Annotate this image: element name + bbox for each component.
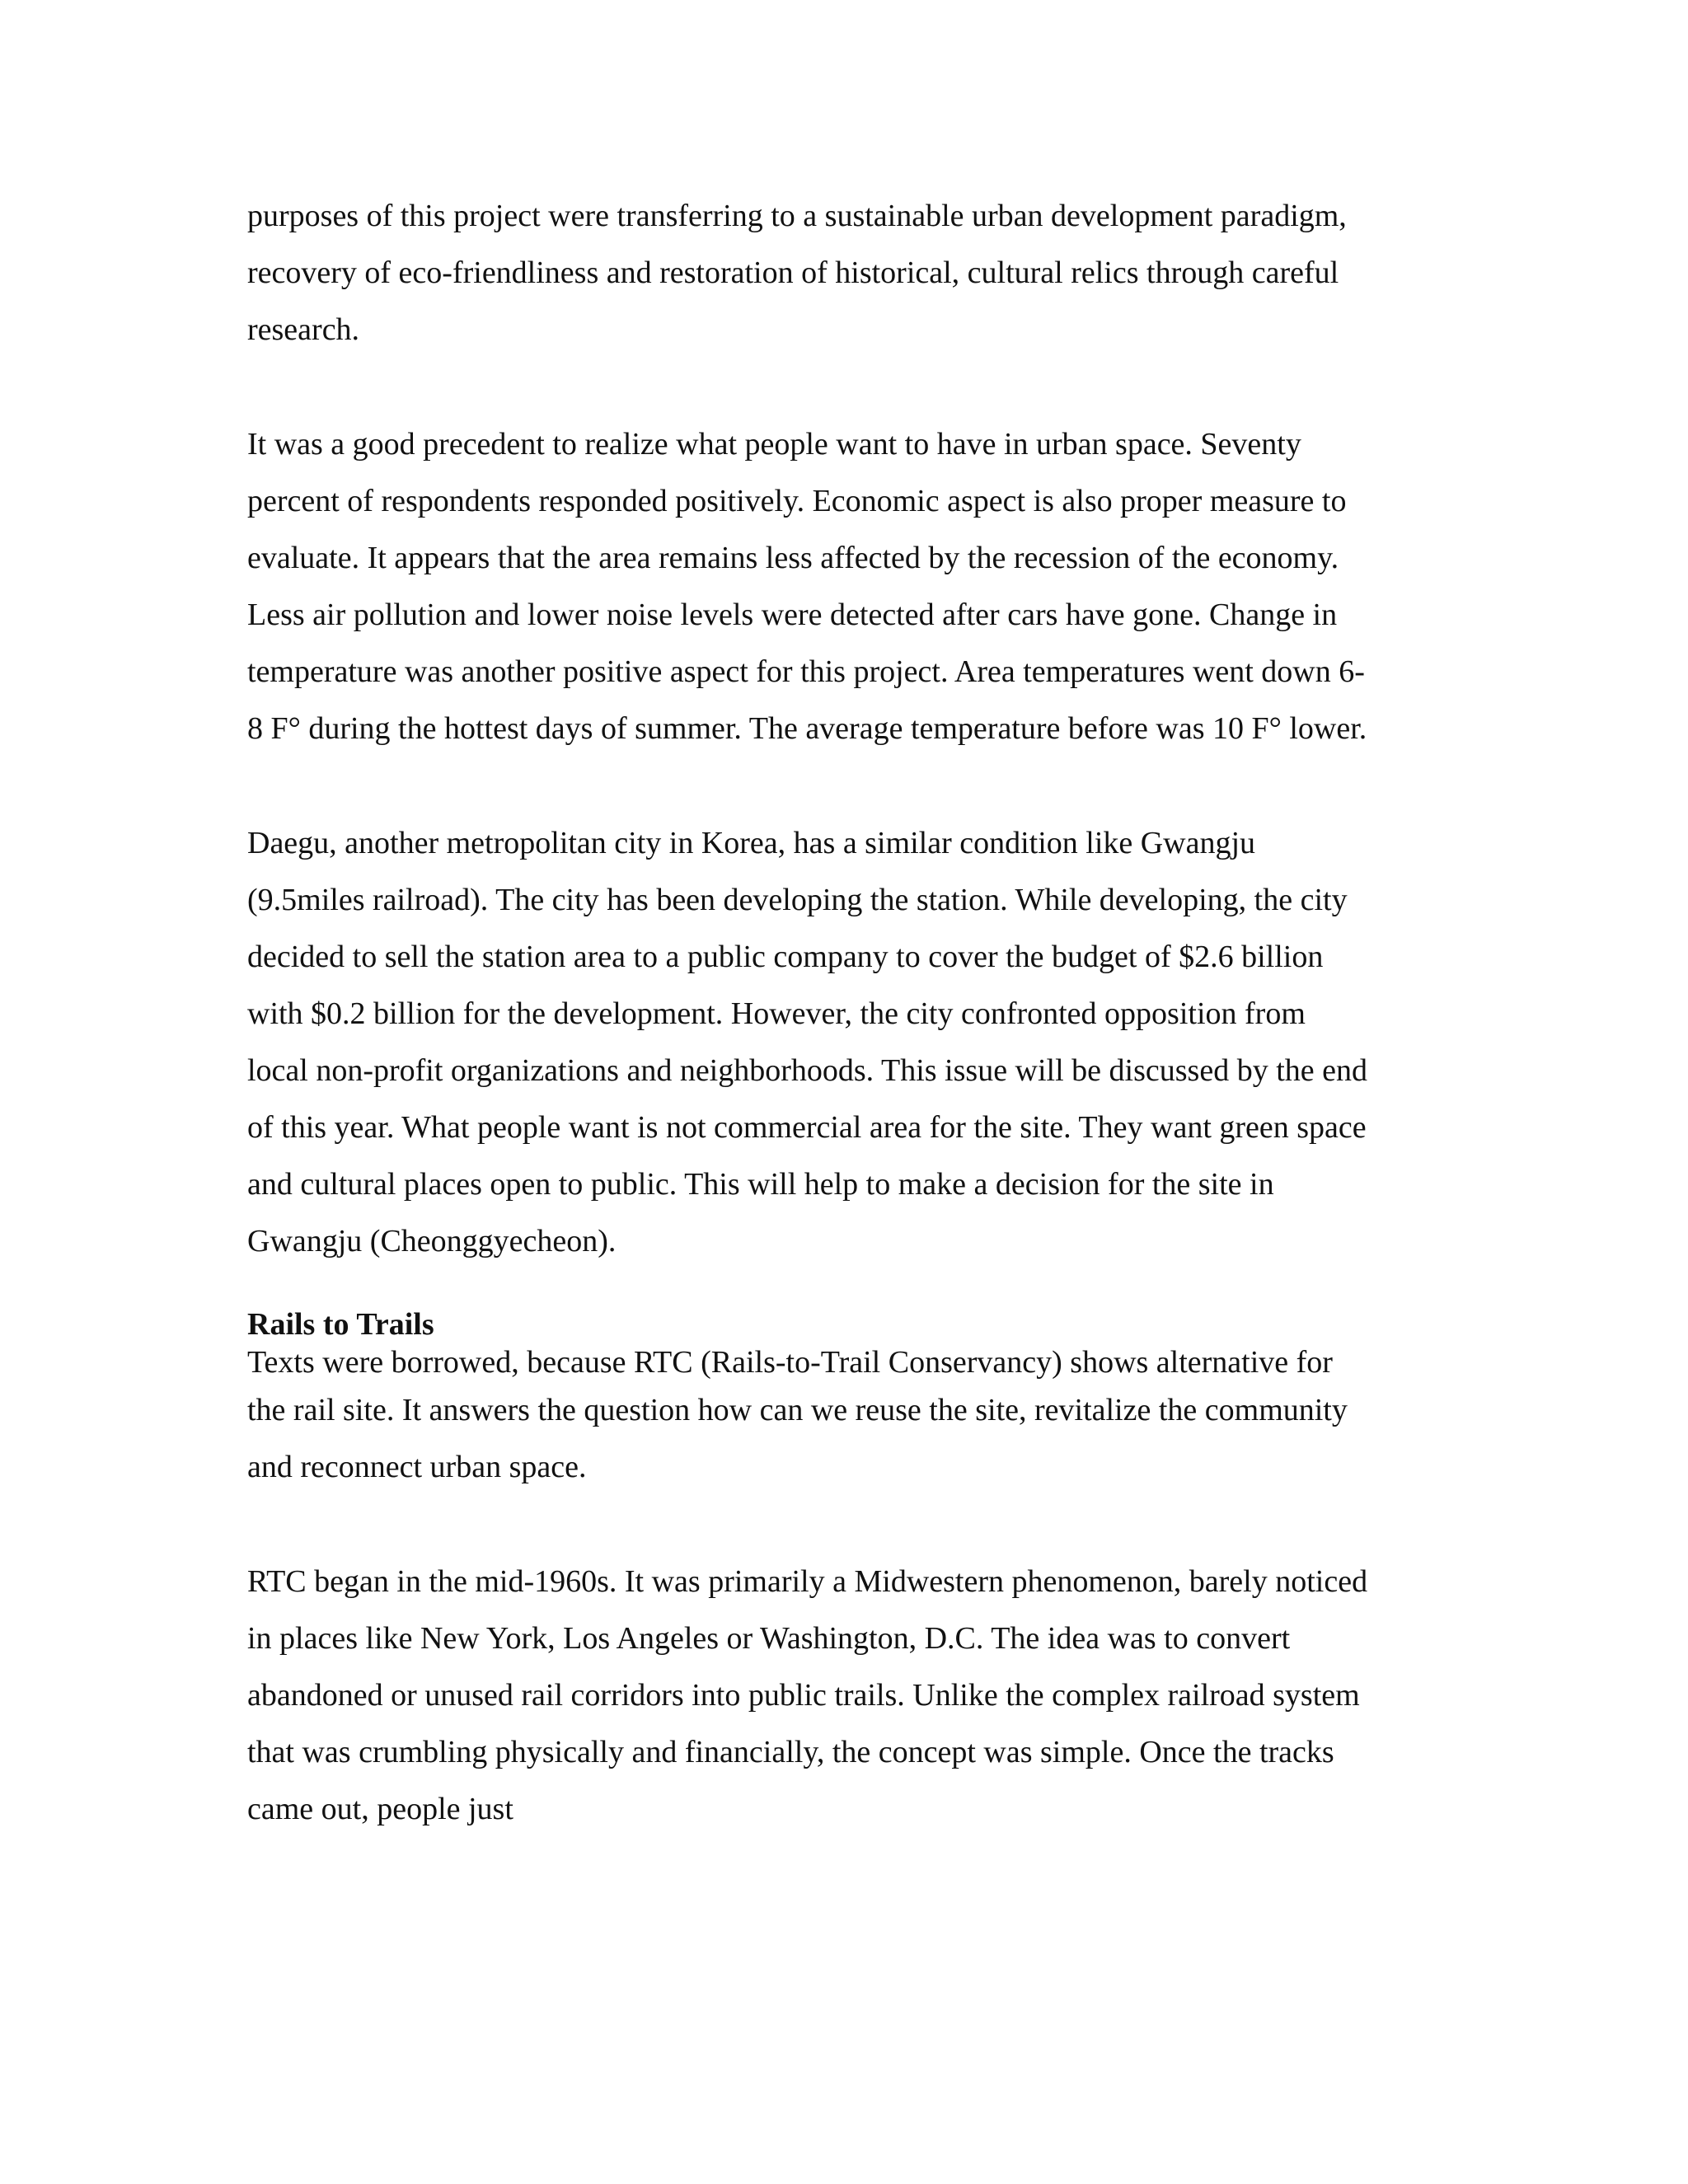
paragraph-daegu <box>247 815 1442 1270</box>
paragraph-spacer <box>247 757 1442 815</box>
text-line: Less air pollution and lower noise levels were detected after cars have gone. Change in <box>247 598 1338 632</box>
text-line: with $0.2 billion for the development. However, the city confronted opposition from <box>247 996 1306 1031</box>
text-line: RTC began in the mid-1960s. It was primarily a Midwestern phenomenon, barely noticed <box>247 1564 1368 1599</box>
text-line: Gwangju (Cheonggyecheon). <box>247 1224 617 1258</box>
paragraph-spacer <box>247 359 1442 416</box>
text-line: local non-profit organizations and neighborhoods. This issue will be discussed by the end <box>247 1053 1367 1088</box>
text-line: (9.5miles railroad). The city has been developing the station. While developing, the city <box>247 883 1348 917</box>
text-line: decided to sell the station area to a public company to cover the budget of $2.6 billion <box>247 940 1324 974</box>
text-line: the rail site. It answers the question how can we reuse the site, revitalize the community <box>247 1393 1348 1427</box>
paragraph-rtc-intro <box>247 1343 1442 1496</box>
paragraph-rtc-history <box>247 1554 1442 1838</box>
text-line: purposes of this project were transferring to a sustainable urban development paradigm, <box>247 199 1347 233</box>
text-line: Texts were borrowed, because RTC (Rails-to-Trail Conservancy) shows alternative for <box>247 1345 1333 1380</box>
text-line: abandoned or unused rail corridors into public trails. Unlike the complex railroad system <box>247 1678 1360 1713</box>
text-line: research. <box>247 312 360 347</box>
paragraph-spacer <box>247 1270 1442 1306</box>
text-line: 8 F° during the hottest days of summer. The average temperature before was 10 F° lower. <box>247 711 1367 746</box>
text-line: percent of respondents responded positively. Economic aspect is also proper measure to <box>247 484 1347 518</box>
text-line: recovery of eco-friendliness and restoration of historical, cultural relics through careful <box>247 255 1339 290</box>
document-body <box>247 188 1442 1838</box>
paragraph-spacer <box>247 1496 1442 1554</box>
text-line: and reconnect urban space. <box>247 1450 587 1484</box>
paragraph-precedent <box>247 416 1442 757</box>
text-line: that was crumbling physically and financially, the concept was simple. Once the tracks <box>247 1735 1334 1769</box>
text-line: Daegu, another metropolitan city in Korea, has a similar condition like Gwangju <box>247 826 1256 860</box>
text-line: in places like New York, Los Angeles or Washington, D.C. The idea was to convert <box>247 1621 1291 1656</box>
text-line: of this year. What people want is not commercial area for the site. They want green space <box>247 1110 1367 1145</box>
paragraph-project-purposes <box>247 188 1442 359</box>
text-line: evaluate. It appears that the area remains less affected by the recession of the economy. <box>247 541 1339 575</box>
text-line: It was a good precedent to realize what people want to have in urban space. Seventy <box>247 427 1301 462</box>
text-line: and cultural places open to public. This will help to make a decision for the site in <box>247 1167 1274 1202</box>
text-line: temperature was another positive aspect for this project. Area temperatures went down 6- <box>247 654 1365 689</box>
section-heading: Rails to Trails <box>247 1307 434 1342</box>
text-line: came out, people just <box>247 1792 513 1826</box>
